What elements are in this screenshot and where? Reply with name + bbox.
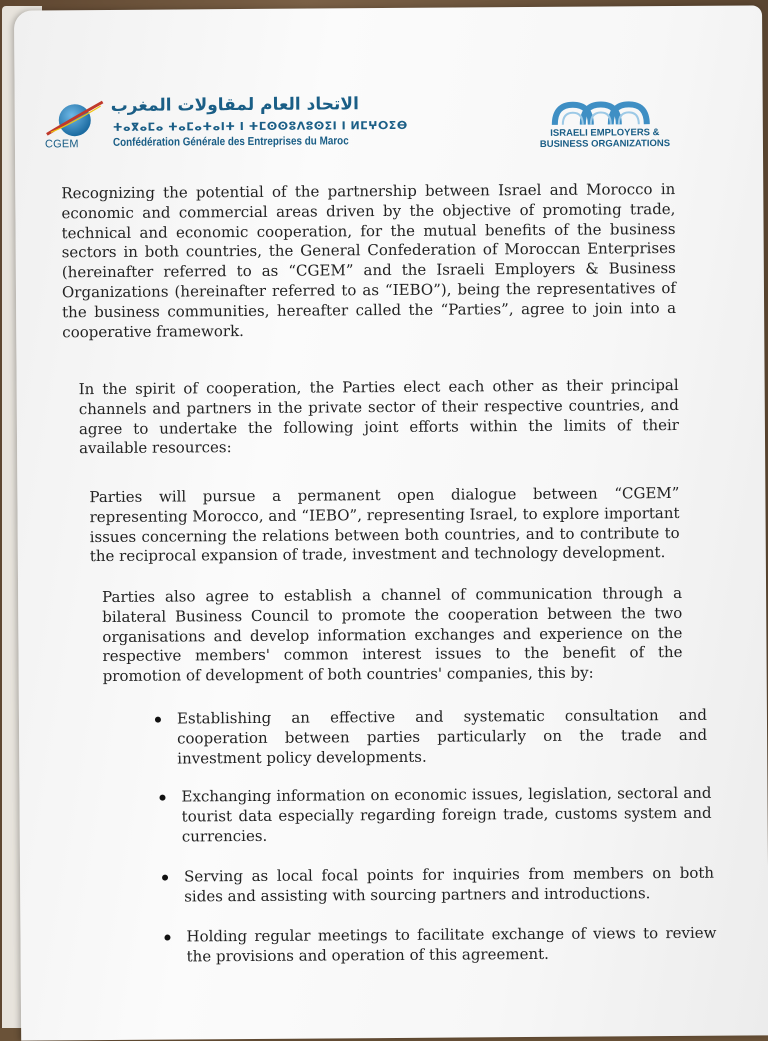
bullet-dot-icon bbox=[155, 717, 161, 723]
bullet-item bbox=[158, 864, 714, 907]
iebo-arches-icon bbox=[549, 98, 661, 127]
bullet-text: Holding regular meetings to facilitate exchange of views to review the provisions and operation of this agreement. bbox=[186, 923, 717, 966]
cgem-french-name: Confédération Générale des Entreprises du Maroc bbox=[112, 135, 349, 149]
iebo-name-line1: ISRAELI EMPLOYERS & bbox=[550, 127, 660, 139]
bullet-dot-icon bbox=[164, 935, 170, 941]
paragraph-open-dialogue: Parties will pursue a permanent open dialogue between “CGEM” representing Morocco, and “IEBO”, representing Israel, to explore important issues concerning the relations between both countries, and to contribute to the reciprocal expansion of trade, investment and technology development. bbox=[89, 483, 680, 566]
bullet-text: Establishing an effective and systematic consultation and cooperation between parties particularly on the trade and investment policy developments. bbox=[176, 705, 708, 768]
bullet-dot-icon bbox=[159, 795, 165, 801]
bullet-dot-icon bbox=[162, 875, 168, 881]
iebo-name-line2: BUSINESS ORGANIZATIONS bbox=[539, 138, 671, 150]
cgem-tifinagh-name: ⵜⴰⴳⴰⵎⴰ ⵜⴰⵎⴰⵜⴰⵏⵜ ⵏ ⵜⵎⵙⵙⵓⴷⵓⵙⵉⵏ ⵏ ⵍⵎⵖⵔⵉⴱ bbox=[112, 118, 408, 134]
bullet-text: Serving as local focal points for inquiries from members on both sides and assisting with sourcing partners and introductions. bbox=[183, 863, 715, 906]
bullet-text: Exchanging information on economic issues, legislation, sectoral and tourist data especially regarding foreign trade, customs system and currencies. bbox=[181, 783, 712, 846]
iebo-name bbox=[535, 127, 675, 150]
document-page bbox=[14, 5, 768, 1040]
paragraph-recognizing: Recognizing the potential of the partnership between Israel and Morocco in economic and commercial areas driven by the objective of promoting trade, technical and economic cooperation, for the mutual benefits of the business sectors in both countries, the General Confederation of Moroccan Enterprises (hereinafter referred to as “CGEM” and the Israeli Employers & Business Organizations (hereinafter referred to as “IEBO”), being the representatives of the business communities, hereafter called the “Parties”, agree to join into a cooperative framework. bbox=[61, 179, 677, 341]
paragraph-business-council: Parties also agree to establish a channel of communication through a bilateral Business Council to promote the cooperation between the two organisations and develop information exchanges and experience on the respective members' common interest issues to the benefit of the promotion of development of both countries' companies, this by: bbox=[102, 583, 683, 686]
bullet-item bbox=[151, 706, 707, 769]
cgem-acronym: CGEM bbox=[44, 138, 79, 151]
bullet-item bbox=[160, 924, 716, 967]
paragraph-spirit-of-cooperation: In the spirit of cooperation, the Parties elect each other as their principal channels and partners in the private sector of their respective countries, and agree to undertake the following joint efforts within the limits of their available resources: bbox=[78, 375, 679, 458]
cgem-arabic-name: الاتحاد العام لمقاولات المغرب bbox=[110, 94, 359, 116]
bullet-item bbox=[155, 784, 711, 847]
